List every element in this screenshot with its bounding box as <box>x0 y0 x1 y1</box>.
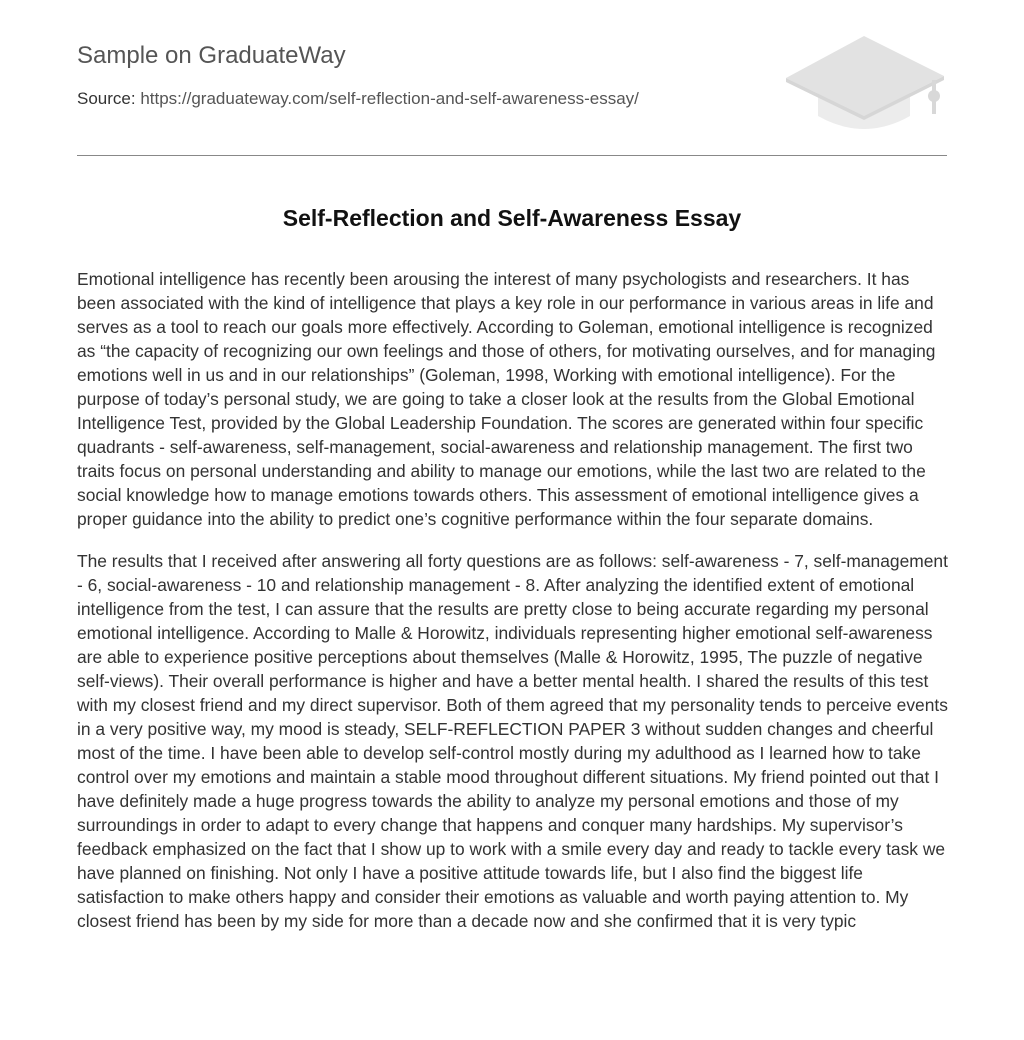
source-link[interactable]: https://graduateway.com/self-reflection-and-self-awareness-essay/ <box>140 89 639 108</box>
essay-paragraph: Emotional intelligence has recently been arousing the interest of many psychologists and researchers. It has been associated with the kind of intelligence that plays a key role in our performance in various areas in life and serves as a tool to reach our goals more effectively. According to Goleman, emotional intelligence is recognized as “the capacity of recognizing our own feelings and those of others, for motivating ourselves, and for managing emotions well in us and in our relationships” (Goleman, 1998, Working with emotional intelligence). For the purpose of today’s personal study, we are going to take a closer look at the results from the Global Emotional Intelligence Test, provided by the Global Leadership Foundation. The scores are generated within four specific quadrants - self-awareness, self-management, social-awareness and relationship management. The first two traits focus on personal understanding and ability to manage our emotions, while the last two are related to the social knowledge how to manage emotions towards others. This assessment of emotional intelligence gives a proper guidance into the ability to predict one’s cognitive performance within the four separate domains. <box>77 269 936 529</box>
essay-title: Self-Reflection and Self-Awareness Essay <box>282 205 742 231</box>
header-divider <box>77 155 947 156</box>
essay-body <box>77 267 949 951</box>
page-header <box>77 0 947 156</box>
site-title: Sample on GraduateWay <box>77 42 346 69</box>
source-label: Source: <box>77 89 136 108</box>
source-line <box>77 89 639 109</box>
essay-paragraph: The results that I received after answering all forty questions are as follows: self-awareness - 7, self-management - 6, social-awareness - 10 and relationship management - 8. After analyzing the identified extent of emotional intelligence from the test, I can assure that the results are pretty close to being accurate regarding my personal emotional intelligence. According to Malle & Horowitz, individuals representing higher emotional self-awareness are able to experience positive perceptions about themselves (Malle & Horowitz, 1995, The puzzle of negative self-views). Their overall performance is higher and have a better mental health. I shared the results of this test with my closest friend and my direct supervisor. Both of them agreed that my personality tends to perceive events in a very positive way, my mood is steady, SELF-REFLECTION PAPER 3 without sudden changes and cheerful most of the time. I have been able to develop self-control mostly during my adulthood as I learned how to take control over my emotions and maintain a stable mood throughout different situations. My friend pointed out that I have definitely made a huge progress towards the ability to analyze my personal emotions and those of my surroundings in order to adapt to every change that happens and conquer many hardships. My supervisor’s feedback emphasized on the fact that I show up to work with a smile every day and ready to tackle every task we have planned on finishing. Not only I have a positive attitude towards life, but I also find the biggest life satisfaction to make others happy and consider their emotions as valuable and worth paying attention to. My closest friend has been by my side for more than a decade now and she confirmed that it is very typic <box>77 551 948 931</box>
graduation-cap-icon <box>782 30 947 134</box>
